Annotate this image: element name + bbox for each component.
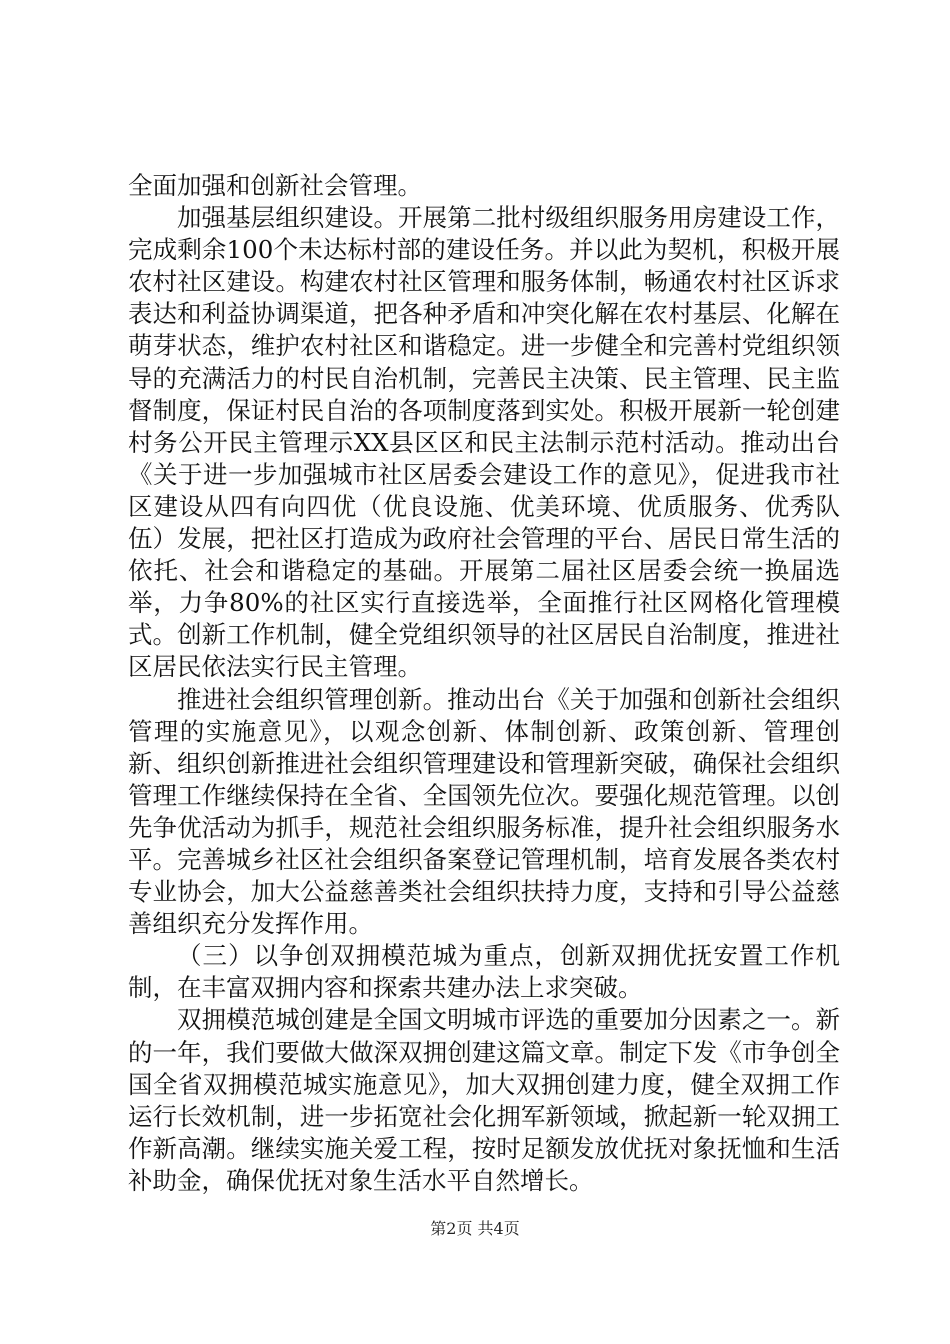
paragraph-grassroots-organization: 加强基层组织建设。开展第二批村级组织服务用房建设工作，完成剩余100个未达标村部的建设任务。并以此为契机，积极开展农村社区建设。构建农村社区管理和服务体制，畅通农村社区诉求表达和利益协调渠道，把各种矛盾和冲突化解在农村基层、化解在萌芽状态，维护农村社区和谐稳定。进一步健全和完善村党组织领导的充满活力的村民自治机制，完善民主决策、民主管理、民主监督制度，保证村民自治的各项制度落到实处。积极开展新一轮创建村务公开民主管理示XX县区区和民主法制示范村活动。推动出台《关于进一步加强城市社区居委会建设工作的意见》，促进我市社区建设从四有向四优（优良设施、优美环境、优质服务、优秀队伍）发展，把社区打造成为政府社会管理的平台、居民日常生活的依托、社会和谐稳定的基础。开展第二届社区居委会统一换届选举，力争80%的社区实行直接选举，全面推行社区网格化管理模式。创新工作机制，健全党组织领导的社区居民自治制度，推进社区居民依法实行民主管理。: [128, 203, 840, 682]
paragraph-model-city: 双拥模范城创建是全国文明城市评选的重要加分因素之一。新的一年，我们要做大做深双拥创建这篇文章。制定下发《市争创全国全省双拥模范城实施意见》，加大双拥创建力度，健全双拥工作运行长效机制，进一步拓宽社会化拥军新领域，掀起新一轮双拥工作新高潮。继续实施关爱工程，按时足额发放优抚对象抚恤和生活补助金，确保优抚对象生活水平自然增长。: [128, 1005, 840, 1195]
paragraph-continuation: 全面加强和创新社会管理。: [128, 171, 422, 200]
document-body: [128, 170, 840, 1197]
paragraph-social-organization: 推进社会组织管理创新。推动出台《关于加强和创新社会组织管理的实施意见》，以观念创新、体制创新、政策创新、管理创新、组织创新推进社会组织管理建设和管理新突破，确保社会组织管理工作继续保持在全省、全国领先位次。要强化规范管理。以创先争优活动为抓手，规范社会组织服务标准，提升社会组织服务水平。完善城乡社区社会组织备案登记管理机制，培育发展各类农村专业协会，加大公益慈善类社会组织扶持力度，支持和引导公益慈善组织充分发挥作用。: [128, 684, 840, 939]
section-heading-three: （三）以争创双拥模范城为重点，创新双拥优抚安置工作机制，在丰富双拥内容和探索共建办法上求突破。: [128, 941, 840, 1003]
page-footer: 第2页 共4页: [430, 1219, 520, 1238]
